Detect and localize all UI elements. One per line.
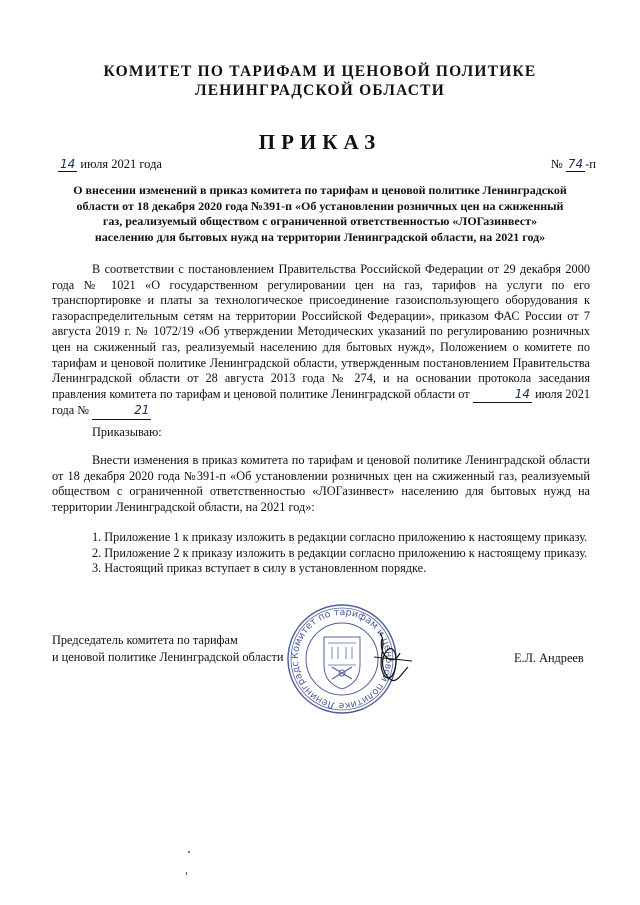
position-line: Председатель комитета по тарифам	[52, 633, 238, 647]
handwritten-protocol-day: 14	[473, 387, 532, 404]
list-item: 2. Приложение 2 к приказу изложить в редакции согласно приложению к настоящему приказу.	[92, 545, 588, 560]
order-month-year: июля 2021 года	[80, 157, 162, 171]
subject-line: области от 18 декабря 2020 года №391-п «Об установлении розничных цен на сжиженный	[76, 198, 564, 213]
handwritten-order-number: 74	[567, 157, 584, 171]
subject-line: газ, реализуемый обществом с ограниченной ответственностью «ЛОГазинвест»	[102, 214, 538, 228]
signatory-name: Е.Л. Андреев	[514, 651, 584, 665]
coat-of-arms-icon	[324, 637, 360, 689]
handwritten-day: 14	[60, 157, 76, 171]
seal-ring-text: Комитет по тарифам и ценовой политике Ленинградс	[289, 606, 395, 712]
seal-icon	[262, 603, 422, 715]
preamble-paragraph	[52, 262, 590, 420]
order-number-suffix: -п	[585, 157, 596, 171]
scan-speck	[188, 851, 190, 853]
order-subject	[54, 183, 586, 245]
order-number	[551, 157, 596, 172]
order-number-prefix: №	[550, 157, 563, 171]
committee-name-line2: ЛЕНИНГРАДСКОЙ ОБЛАСТИ	[195, 82, 445, 99]
committee-name-line1: КОМИТЕТ ПО ТАРИФАМ И ЦЕНОВОЙ ПОЛИТИКЕ	[103, 63, 537, 80]
order-date	[58, 157, 162, 172]
signatory-position	[52, 632, 283, 666]
position-line: и ценовой политике Ленинградской области	[52, 650, 284, 664]
official-seal	[262, 603, 422, 715]
committee-header	[40, 62, 600, 100]
scan-speck	[186, 872, 187, 875]
handwritten-protocol-number: 21	[92, 403, 151, 420]
preamble-text: В соответствии с постановлением Правительства Российской Федерации от 29 декабря 2000 года № 1021 «О государственном регулировании цен на газ, тарифов на услуги по его транспортировке и платы за технологическое присоединение газоиспользующего оборудования к газораспределительным сетям на территории Российской Федерации», приказом ФАС России от 7 августа 2019 г. № 1072/19 «Об утверждении Методических указаний по регулированию розничных цен на сжиженный газ, реализуемый населению для бытовых нужд», Положением о комитете по тарифам и ценовой политике Ленинградской области, утвержденным постановлением Правительства Ленинградской области от 28 августа 2013 года № 274, и на основании протокола заседания правления комитета по тарифам и ценовой политике Ленинградской области от	[52, 262, 590, 401]
subject-line: населению для бытовых нужд на территории Ленинградской области, на 2021 год»	[94, 229, 546, 244]
protocol-month: июля 2021 года №	[52, 386, 591, 418]
list-item: 1. Приложение 1 к приказу изложить в редакции согласно приложению к настоящему приказу.	[92, 530, 588, 544]
order-title: ПРИКАЗ	[258, 130, 382, 154]
order-items-list	[52, 530, 590, 577]
subject-line: О внесении изменений в приказ комитета по тарифам и ценовой политике Ленинградской	[73, 183, 567, 197]
list-item: 3. Настоящий приказ вступает в силу в установленном порядке.	[92, 561, 427, 576]
order-word: Приказываю:	[92, 425, 162, 439]
amend-paragraph: Внести изменения в приказ комитета по тарифам и ценовой политике Ленинградской области от 18 декабря 2020 года №391-п «Об установлении розничных цен на сжиженный газ, реализуемый обществом с ограниченной ответственностью «ЛОГазинвест» населению для бытовых нужд на территории Ленинградской области, на 2021 год»:	[52, 453, 590, 514]
